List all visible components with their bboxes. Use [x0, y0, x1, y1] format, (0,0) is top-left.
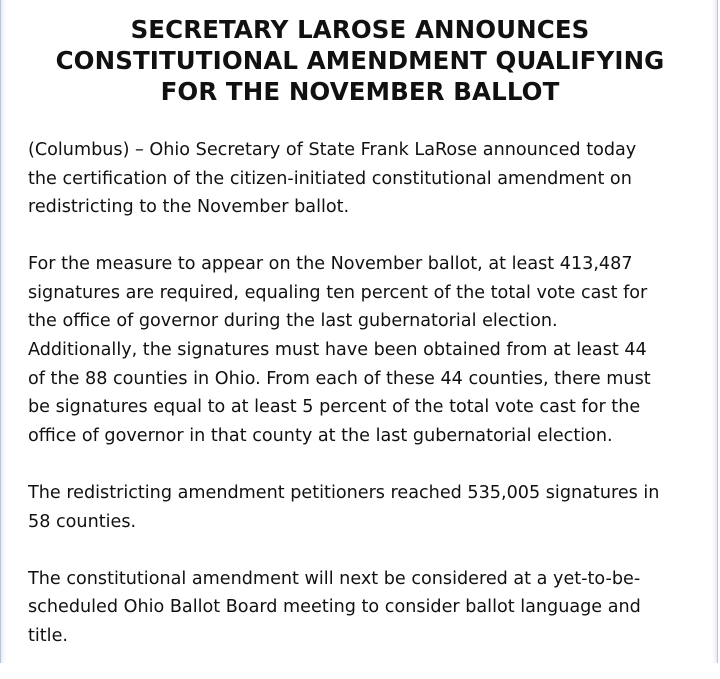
text-line: redistricting to the November ballot. [28, 197, 350, 218]
text-line: the certification of the citizen-initiated constitutional amendment on [28, 168, 632, 189]
paragraph-next-steps [28, 565, 700, 651]
text-line: of the 88 counties in Ohio. From each of these 44 counties, there must [28, 368, 651, 389]
text-line: (Columbus) – Ohio Secretary of State Frank LaRose announced today [28, 140, 637, 160]
press-release-body [28, 136, 700, 679]
paragraph-signature-requirements [28, 250, 700, 450]
headline-line: CONSTITUTIONAL AMENDMENT QUALIFYING [55, 46, 665, 75]
text-line: office of governor in that county at the last gubernatorial election. [28, 425, 613, 446]
headline-line: SECRETARY LAROSE ANNOUNCES [130, 15, 590, 44]
text-line: be signatures equal to at least 5 percent of the total vote cast for the [28, 397, 641, 418]
paragraph-signatures-reached [28, 479, 700, 536]
text-line: signatures are required, equaling ten percent of the total vote cast for [28, 282, 648, 303]
paragraph-announcement [28, 136, 700, 222]
text-line: The constitutional amendment will next be considered at a yet-to-be- [28, 568, 641, 589]
text-line: scheduled Ohio Ballot Board meeting to consider ballot language and [28, 597, 641, 618]
text-line: Additionally, the signatures must have been obtained from at least 44 [28, 340, 647, 361]
text-line: the office of governor during the last gubernatorial election. [28, 311, 558, 332]
text-line: For the measure to appear on the November ballot, at least 413,487 [28, 254, 633, 275]
headline-line: FOR THE NOVEMBER BALLOT [160, 77, 560, 106]
text-line: title. [28, 625, 68, 646]
press-release-headline [21, 14, 699, 107]
text-line: The redistricting amendment petitioners reached 535,005 signatures in [28, 482, 660, 503]
text-line: 58 counties. [28, 511, 137, 532]
